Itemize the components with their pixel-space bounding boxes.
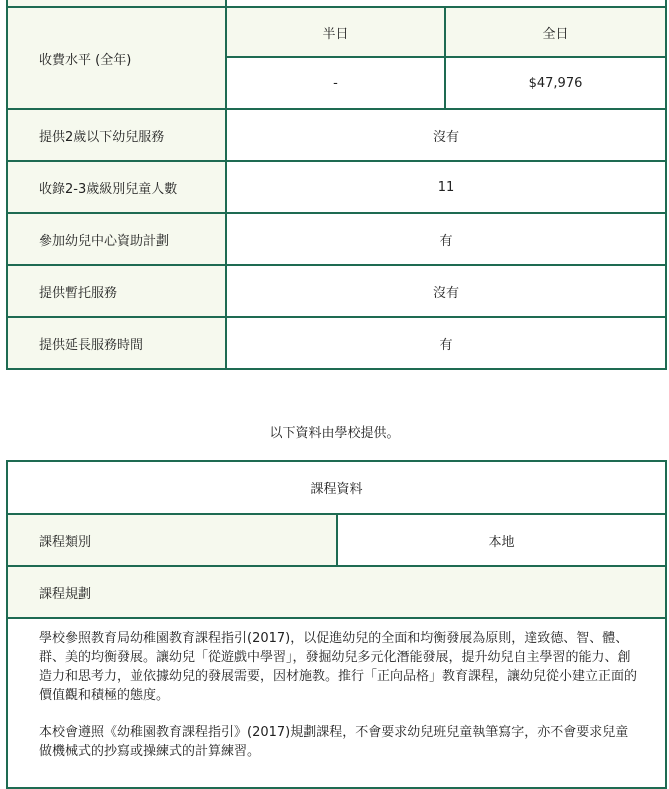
table-row bbox=[7, 213, 666, 265]
curriculum-type-label: 課程類別 bbox=[7, 514, 337, 566]
fees-table bbox=[6, 0, 667, 370]
curriculum-planning-content bbox=[7, 618, 666, 788]
under-2-service-label: 提供2歲以下幼兒服務 bbox=[7, 109, 226, 161]
curriculum-title: 課程資料 bbox=[7, 461, 666, 514]
subsidy-scheme-label: 參加幼兒中心資助計劃 bbox=[7, 213, 226, 265]
occasional-care-label: 提供暫托服務 bbox=[7, 265, 226, 317]
table-row bbox=[7, 109, 666, 161]
curriculum-type-value: 本地 bbox=[337, 514, 666, 566]
curriculum-table bbox=[6, 460, 667, 789]
full-day-fee: $47,976 bbox=[445, 57, 666, 109]
age-2-3-count-value: 11 bbox=[226, 161, 666, 213]
fee-level-label: 收費水平 (全年) bbox=[7, 7, 226, 109]
table-row bbox=[7, 317, 666, 369]
curriculum-planning-label: 課程規劃 bbox=[7, 566, 666, 618]
table-row bbox=[7, 161, 666, 213]
half-day-header: 半日 bbox=[226, 7, 445, 57]
school-provided-note: 以下資料由學校提供。 bbox=[269, 426, 400, 441]
subsidy-scheme-value: 有 bbox=[226, 213, 666, 265]
occasional-care-value: 沒有 bbox=[226, 265, 666, 317]
extended-hours-value: 有 bbox=[226, 317, 666, 369]
table-row bbox=[7, 265, 666, 317]
curriculum-paragraph: 本校會遵照《幼稚園教育課程指引》(2017)規劃課程，不會要求幼兒班兒童執筆寫字，亦不會要求兒童做機械式的抄寫或操練式的計算練習。 bbox=[39, 725, 629, 759]
age-2-3-count-label: 收錄2-3歲級別兒童人數 bbox=[7, 161, 226, 213]
top-cut-cell bbox=[226, 0, 666, 7]
half-day-fee: - bbox=[226, 57, 445, 109]
top-cut-cell bbox=[7, 0, 226, 7]
full-day-header: 全日 bbox=[445, 7, 666, 57]
extended-hours-label: 提供延長服務時間 bbox=[7, 317, 226, 369]
under-2-service-value: 沒有 bbox=[226, 109, 666, 161]
curriculum-paragraph: 學校參照教育局幼稚園教育課程指引(2017)，以促進幼兒的全面和均衡發展為原則，達致德、智、體、群、美的均衡發展。讓幼兒「從遊戲中學習」，發掘幼兒多元化潛能發展，提升幼兒自主學習的能力、創造力和思考力，並依據幼兒的發展需要，因材施教。推行「正向品格」教育課程，讓幼兒從小建立正面的價值觀和積極的態度。 bbox=[39, 631, 638, 703]
